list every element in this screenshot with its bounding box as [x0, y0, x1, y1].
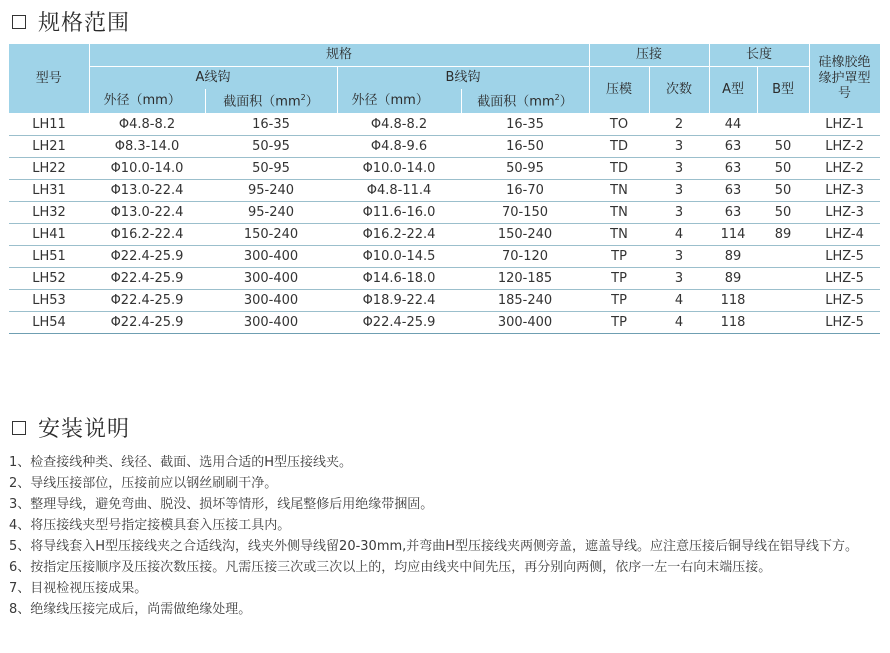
cell-a-area: 150-240 — [205, 224, 337, 246]
table-row — [9, 136, 880, 158]
checkbox-square-icon — [12, 15, 26, 29]
cell-a-len: 44 — [709, 114, 757, 136]
cell-a-len: 63 — [709, 158, 757, 180]
cell-b-area: 150-240 — [461, 224, 589, 246]
cell-model: LH54 — [9, 312, 89, 334]
cell-b-dia: Φ4.8-9.6 — [337, 136, 461, 158]
spec-section-title-text: 规格范围 — [38, 11, 131, 36]
header-a-outer-dia: 外径（mm） — [89, 89, 205, 114]
cell-a-dia: Φ8.3-14.0 — [89, 136, 205, 158]
cell-model: LH51 — [9, 246, 89, 268]
cell-die: TD — [589, 158, 649, 180]
cell-b-area: 300-400 — [461, 312, 589, 334]
table-row — [9, 246, 880, 268]
cell-b-area: 120-185 — [461, 268, 589, 290]
cell-a-dia: Φ4.8-8.2 — [89, 114, 205, 136]
header-a-hook: A线钩 — [89, 67, 337, 90]
cell-times: 2 — [649, 114, 709, 136]
cell-rubber: LHZ-1 — [809, 114, 880, 136]
table-row — [9, 158, 880, 180]
cell-b-dia: Φ11.6-16.0 — [337, 202, 461, 224]
cell-model: LH21 — [9, 136, 89, 158]
header-times: 次数 — [649, 67, 709, 114]
cell-a-len: 118 — [709, 290, 757, 312]
cell-b-dia: Φ18.9-22.4 — [337, 290, 461, 312]
cell-a-len: 63 — [709, 180, 757, 202]
cell-die: TP — [589, 312, 649, 334]
cell-a-area: 300-400 — [205, 246, 337, 268]
cell-die: TN — [589, 224, 649, 246]
cell-b-len — [757, 290, 809, 312]
cell-b-len: 50 — [757, 136, 809, 158]
cell-a-dia: Φ22.4-25.9 — [89, 312, 205, 334]
cell-b-area: 50-95 — [461, 158, 589, 180]
cell-a-dia: Φ13.0-22.4 — [89, 180, 205, 202]
cell-a-len: 89 — [709, 268, 757, 290]
cell-b-len — [757, 312, 809, 334]
cell-die: TD — [589, 136, 649, 158]
header-spec: 规格 — [89, 44, 589, 67]
spec-table — [9, 44, 881, 334]
cell-a-area: 300-400 — [205, 312, 337, 334]
table-row — [9, 224, 880, 246]
cell-b-dia: Φ4.8-11.4 — [337, 180, 461, 202]
cell-times: 3 — [649, 202, 709, 224]
cell-model: LH22 — [9, 158, 89, 180]
cell-a-area: 95-240 — [205, 180, 337, 202]
cell-b-dia: Φ16.2-22.4 — [337, 224, 461, 246]
cell-a-len: 118 — [709, 312, 757, 334]
install-steps-list — [9, 452, 884, 620]
install-step: 8、绝缘线压接完成后，尚需做绝缘处理。 — [9, 602, 252, 617]
cell-a-dia: Φ10.0-14.0 — [89, 158, 205, 180]
cell-a-area: 300-400 — [205, 268, 337, 290]
cell-b-len — [757, 246, 809, 268]
table-row — [9, 290, 880, 312]
cell-a-area: 300-400 — [205, 290, 337, 312]
cell-b-area: 70-120 — [461, 246, 589, 268]
cell-rubber: LHZ-2 — [809, 158, 880, 180]
install-section-title — [12, 412, 130, 443]
header-b-hook: B线钩 — [337, 67, 589, 90]
header-b-type: B型 — [757, 67, 809, 114]
cell-a-len: 63 — [709, 202, 757, 224]
header-a-area: 截面积$(mm^2)$ — [205, 89, 337, 114]
cell-b-len: 50 — [757, 158, 809, 180]
header-b-outer-dia: 外径（mm） — [337, 89, 461, 114]
cell-model: LH31 — [9, 180, 89, 202]
install-step: 5、将导线套入H型压接线夹之合适线沟，线夹外侧导线留20-30mm,并弯曲H型压接线夹两侧旁盖，遮盖导线。应注意压接后铜导线在铝导线下方。 — [9, 539, 859, 554]
cell-b-dia: Φ4.8-8.2 — [337, 114, 461, 136]
cell-a-dia: Φ22.4-25.9 — [89, 268, 205, 290]
install-step: 6、按指定压接顺序及压接次数压接。凡需压接三次或三次以上的，均应由线夹中间先压，再分别向两侧，依序一左一右向末端压接。 — [9, 560, 772, 575]
table-row — [9, 114, 880, 136]
cell-die: TP — [589, 268, 649, 290]
cell-b-dia: Φ10.0-14.0 — [337, 158, 461, 180]
checkbox-square-icon — [12, 421, 26, 435]
cell-model: LH52 — [9, 268, 89, 290]
install-section-title-text: 安装说明 — [38, 417, 131, 442]
cell-a-dia: Φ22.4-25.9 — [89, 290, 205, 312]
cell-times: 4 — [649, 290, 709, 312]
cell-b-area: 70-150 — [461, 202, 589, 224]
table-row — [9, 268, 880, 290]
spec-section-title — [12, 6, 130, 37]
cell-die: TN — [589, 180, 649, 202]
cell-b-dia: Φ22.4-25.9 — [337, 312, 461, 334]
cell-die: TP — [589, 246, 649, 268]
cell-times: 3 — [649, 180, 709, 202]
cell-rubber: LHZ-5 — [809, 312, 880, 334]
cell-times: 3 — [649, 246, 709, 268]
cell-a-area: 16-35 — [205, 114, 337, 136]
cell-rubber: LHZ-3 — [809, 180, 880, 202]
cell-b-dia: Φ10.0-14.5 — [337, 246, 461, 268]
header-model: 型号 — [9, 44, 89, 114]
cell-die: TO — [589, 114, 649, 136]
cell-b-area: 185-240 — [461, 290, 589, 312]
cell-b-len — [757, 268, 809, 290]
install-step: 3、整理导线，避免弯曲、脱没、损坏等情形，线尾整修后用绝缘带捆固。 — [9, 497, 434, 512]
cell-times: 4 — [649, 224, 709, 246]
cell-die: TP — [589, 290, 649, 312]
cell-b-dia: Φ14.6-18.0 — [337, 268, 461, 290]
cell-times: 3 — [649, 268, 709, 290]
header-length: 长度 — [709, 44, 809, 67]
cell-b-area: 16-70 — [461, 180, 589, 202]
cell-model: LH53 — [9, 290, 89, 312]
cell-rubber: LHZ-4 — [809, 224, 880, 246]
cell-times: 3 — [649, 136, 709, 158]
table-row — [9, 180, 880, 202]
header-a-type: A型 — [709, 67, 757, 114]
install-step: 7、目视检视压接成果。 — [9, 581, 148, 596]
cell-a-area: 95-240 — [205, 202, 337, 224]
cell-b-len — [757, 114, 809, 136]
cell-die: TN — [589, 202, 649, 224]
install-step: 4、将压接线夹型号指定接模具套入压接工具内。 — [9, 518, 291, 533]
table-row — [9, 202, 880, 224]
cell-a-dia: Φ22.4-25.9 — [89, 246, 205, 268]
cell-b-len: 89 — [757, 224, 809, 246]
cell-a-len: 89 — [709, 246, 757, 268]
header-b-area: 截面积$(mm^2)$ — [461, 89, 589, 114]
cell-a-dia: Φ13.0-22.4 — [89, 202, 205, 224]
cell-model: LH32 — [9, 202, 89, 224]
table-row — [9, 312, 880, 334]
cell-a-dia: Φ16.2-22.4 — [89, 224, 205, 246]
cell-times: 4 — [649, 312, 709, 334]
cell-rubber: LHZ-3 — [809, 202, 880, 224]
cell-model: LH11 — [9, 114, 89, 136]
cell-rubber: LHZ-2 — [809, 136, 880, 158]
cell-b-len: 50 — [757, 180, 809, 202]
header-die: 压模 — [589, 67, 649, 114]
header-rubber-cover: 硅橡胶绝缘护罩型号 — [809, 44, 880, 114]
cell-model: LH41 — [9, 224, 89, 246]
header-press: 压接 — [589, 44, 709, 67]
cell-a-len: 63 — [709, 136, 757, 158]
cell-rubber: LHZ-5 — [809, 290, 880, 312]
install-step: 1、检查接线种类、线径、截面、选用合适的H型压接线夹。 — [9, 455, 353, 470]
cell-times: 3 — [649, 158, 709, 180]
cell-b-area: 16-35 — [461, 114, 589, 136]
cell-b-area: 16-50 — [461, 136, 589, 158]
cell-a-area: 50-95 — [205, 158, 337, 180]
cell-rubber: LHZ-5 — [809, 246, 880, 268]
install-step: 2、导线压接部位，压接前应以钢丝刷刷干净。 — [9, 476, 278, 491]
cell-b-len: 50 — [757, 202, 809, 224]
cell-rubber: LHZ-5 — [809, 268, 880, 290]
cell-a-len: 114 — [709, 224, 757, 246]
cell-a-area: 50-95 — [205, 136, 337, 158]
